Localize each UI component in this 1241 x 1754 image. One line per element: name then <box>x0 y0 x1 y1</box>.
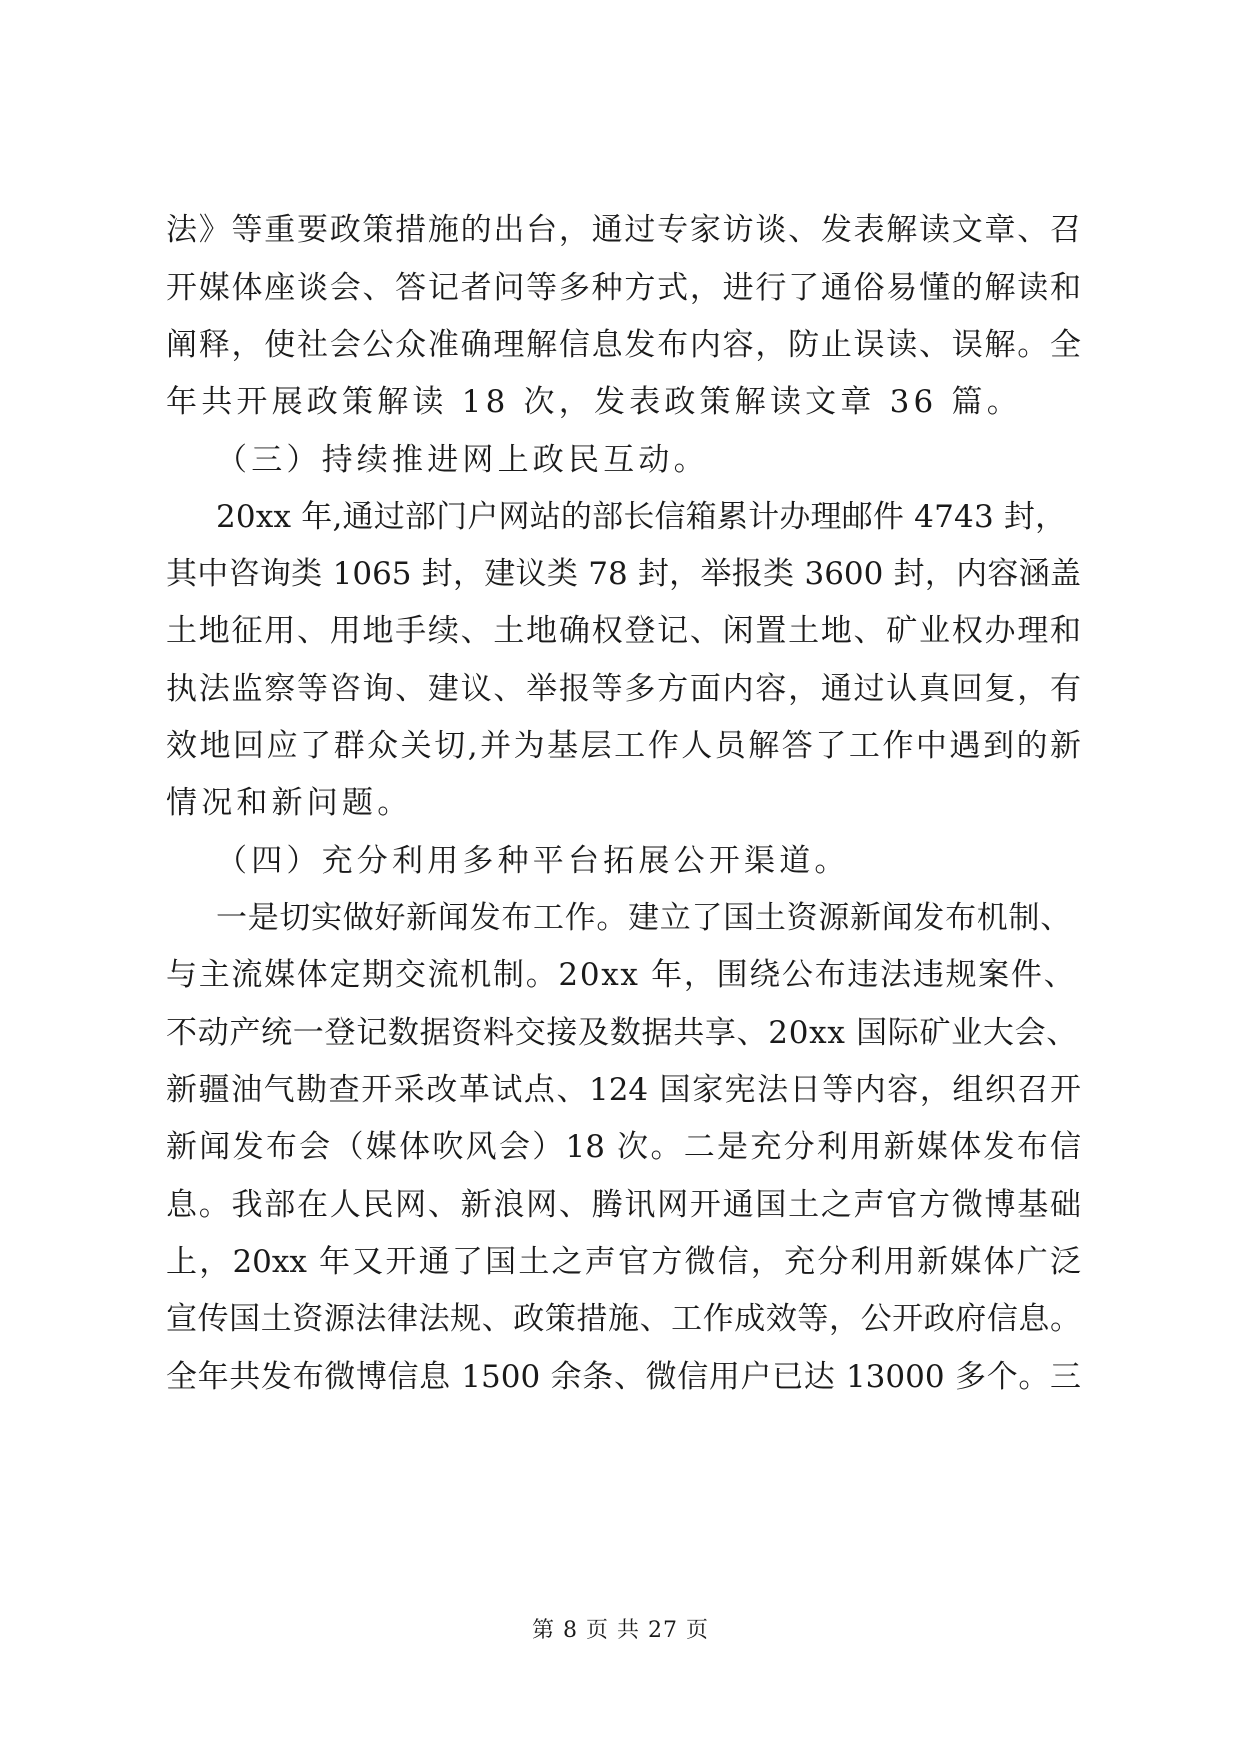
body-text-line: 上，20xx 年又开通了国土之声官方微信，充分利用新媒体广泛 <box>166 1244 1081 1280</box>
body-text-line: 全年共发布微博信息 1500 余条、微信用户已达 13000 多个。三 <box>166 1359 1081 1395</box>
body-text-line: 土地征用、用地手续、土地确权登记、闲置土地、矿业权办理和 <box>166 613 1081 649</box>
page-number-footer: 第 8 页 共 27 页 <box>532 1618 709 1643</box>
body-text-line: 阐释，使社会公众准确理解信息发布内容，防止误读、误解。全 <box>166 327 1081 363</box>
body-text-line: 不动产统一登记数据资料交接及数据共享、20xx 国际矿业大会、 <box>166 1015 1078 1051</box>
body-text-line: 情况和新问题。 <box>166 785 413 821</box>
body-text-line: 法》等重要政策措施的出台，通过专家访谈、发表解读文章、召 <box>166 212 1081 248</box>
body-text-line: 效地回应了群众关切,并为基层工作人员解答了工作中遇到的新 <box>166 728 1081 764</box>
body-text-line: 年共开展政策解读 18 次，发表政策解读文章 36 篇。 <box>166 384 1022 420</box>
body-text-line: 其中咨询类 1065 封，建议类 78 封，举报类 3600 封，内容涵盖 <box>166 556 1081 592</box>
body-text-line: 与主流媒体定期交流机制。20xx 年，围绕公布违法违规案件、 <box>166 957 1077 993</box>
body-text-line: 宣传国土资源法律法规、政策措施、工作成效等，公开政府信息。 <box>166 1301 1081 1337</box>
paragraph-first-line: 20xx 年,通过部门户网站的部长信箱累计办理邮件 4743 封， <box>216 499 1067 535</box>
body-text-line: 执法监察等咨询、建议、举报等多方面内容，通过认真回复，有 <box>166 671 1081 707</box>
body-text-line: 新疆油气勘查开采改革试点、124 国家宪法日等内容，组织召开 <box>166 1072 1081 1108</box>
body-text-line: 新闻发布会（媒体吹风会）18 次。二是充分利用新媒体发布信 <box>166 1129 1081 1165</box>
section-heading: （四）充分利用多种平台拓展公开渠道。 <box>216 843 850 879</box>
section-heading: （三）持续推进网上政民互动。 <box>216 442 709 478</box>
paragraph-first-line: 一是切实做好新闻发布工作。建立了国土资源新闻发布机制、 <box>216 900 1072 936</box>
body-text-line: 息。我部在人民网、新浪网、腾讯网开通国土之声官方微博基础 <box>166 1187 1081 1223</box>
body-text-line: 开媒体座谈会、答记者问等多种方式，进行了通俗易懂的解读和 <box>166 270 1081 306</box>
